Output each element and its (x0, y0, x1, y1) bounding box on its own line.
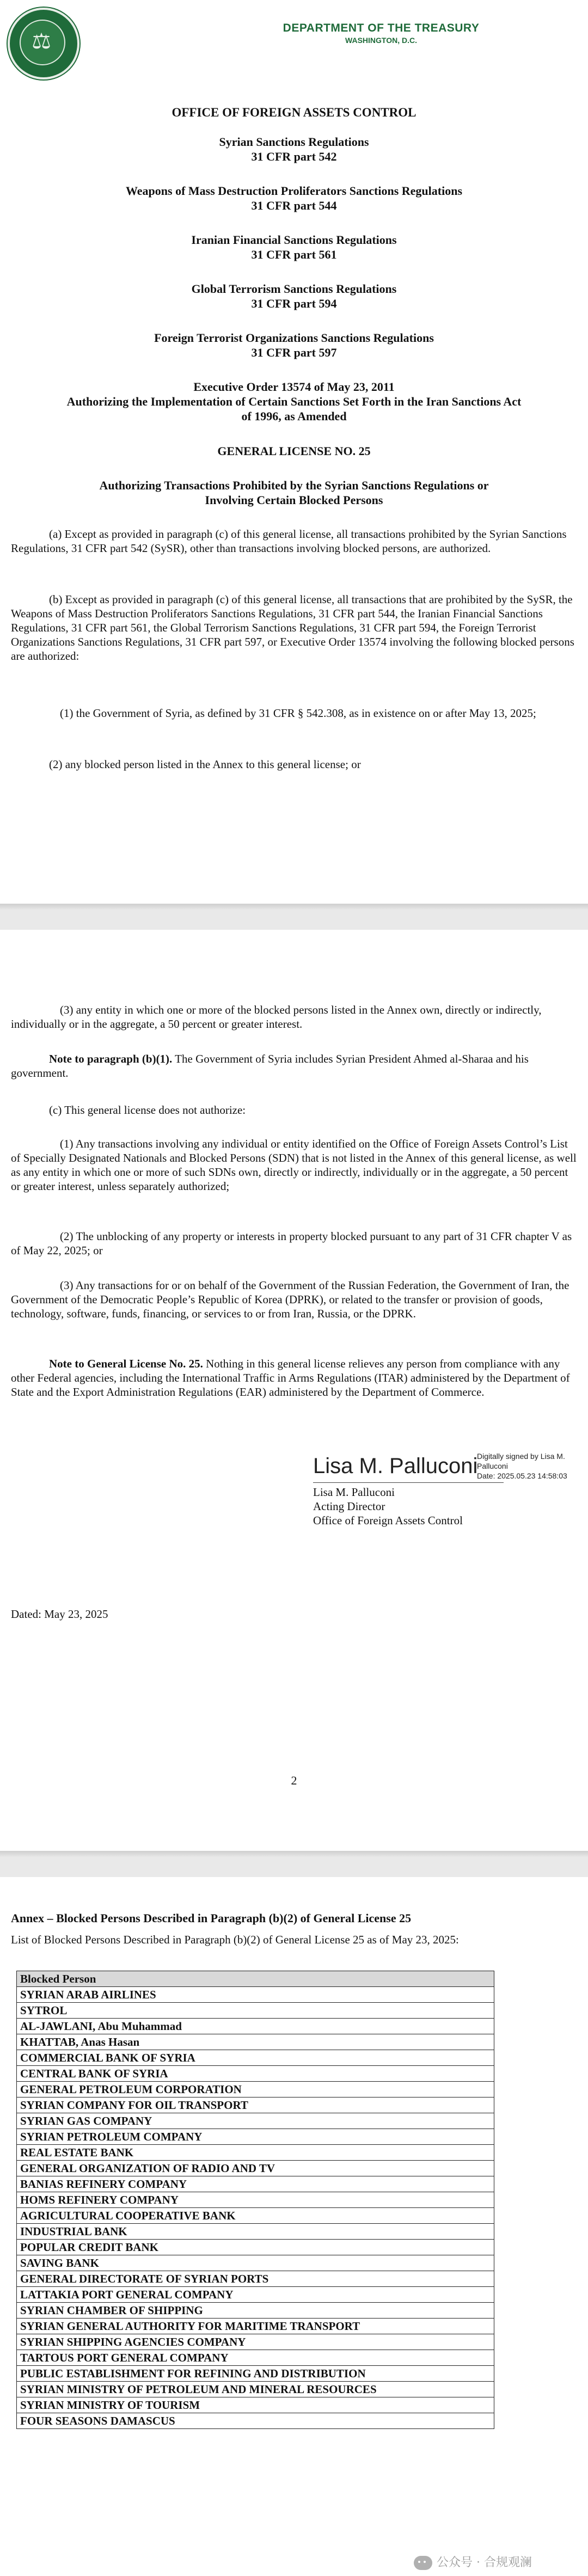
treasury-seal-logo (8, 8, 79, 79)
table-row (17, 2066, 494, 2082)
wechat-watermark: 公众号 · 合规观澜 (414, 2553, 532, 2570)
table-row (17, 2192, 494, 2208)
blocked-person-cell: SAVING BANK (17, 2255, 494, 2271)
document-page-1 (0, 0, 588, 904)
paragraph-c2: (2) The unblocking of any property or interests in property blocked pursuant to any part of 31 CFR chapter V as of May 22, 2025; or (11, 1230, 572, 1257)
regulation-block-2: Weapons of Mass Destruction Proliferators Sanctions Regulations 31 CFR part 544 (125, 184, 463, 212)
paragraph-a: (a) Except as provided in paragraph (c) of this general license, all transactions prohibited by the Syrian Sanctions Regulations, 31 CFR part 542 (SySR), other than transactions involving blocked persons, are authorized. (11, 528, 567, 555)
table-row (17, 2271, 494, 2287)
note-general-license: Note to General License No. 25. Nothing in this general license relieves any person from compliance with any other Federal agencies, including the International Traffic in Arms Regulations (ITAR) administered by the Department of State and the Export Administration Regulations (EAR) administered by the Department of Commerce. (11, 1357, 570, 1399)
regulation-block-3: Iranian Financial Sanctions Regulations 31 CFR part 561 (191, 233, 397, 261)
table-row (17, 2287, 494, 2303)
blocked-person-cell: SYRIAN GAS COMPANY (17, 2113, 494, 2129)
blocked-person-cell: TARTOUS PORT GENERAL COMPANY (17, 2350, 494, 2366)
blocked-person-cell: SYTROL (17, 2003, 494, 2019)
blocked-person-cell: SYRIAN GENERAL AUTHORITY FOR MARITIME TRANSPORT (17, 2319, 494, 2334)
table-row (17, 2050, 494, 2066)
blocked-person-cell: SYRIAN ARAB AIRLINES (17, 1987, 494, 2003)
key-scales-emblem-icon: ⚖ (32, 29, 51, 54)
blocked-person-cell: COMMERCIAL BANK OF SYRIA (17, 2050, 494, 2066)
blocked-person-cell: GENERAL PETROLEUM CORPORATION (17, 2082, 494, 2097)
column-header: Blocked Person (17, 1971, 494, 1987)
license-title: GENERAL LICENSE NO. 25 (217, 444, 371, 458)
blocked-persons-table (16, 1971, 494, 2429)
page-separator-2 (0, 1851, 588, 1877)
digital-signature-info: Digitally signed by Lisa M. Palluconi Date: 2025.05.23 14:58:03 (477, 1452, 567, 1480)
blocked-person-cell: INDUSTRIAL BANK (17, 2224, 494, 2240)
blocked-person-cell: PUBLIC ESTABLISHMENT FOR REFINING AND DISTRIBUTION (17, 2366, 494, 2382)
blocked-persons-list (17, 1987, 494, 2429)
table-row (17, 2303, 494, 2319)
blocked-person-cell: AGRICULTURAL COOPERATIVE BANK (17, 2208, 494, 2224)
table-row (17, 2413, 494, 2429)
department-city: WASHINGTON, D.C. (345, 36, 417, 45)
paragraph-b1: (1) the Government of Syria, as defined by 31 CFR § 542.308, as in existence on or after May 13, 2025; (60, 707, 536, 720)
regulation-block-1: Syrian Sanctions Regulations 31 CFR part 542 (219, 135, 369, 163)
page-number: 2 (291, 1774, 297, 1787)
table-row (17, 2034, 494, 2050)
table-row (17, 2334, 494, 2350)
annex-intro: List of Blocked Persons Described in Paragraph (b)(2) of General License 25 as of May 23, 2025: (11, 1933, 459, 1946)
blocked-person-cell: LATTAKIA PORT GENERAL COMPANY (17, 2287, 494, 2303)
wechat-logo-icon (414, 2556, 432, 2570)
blocked-person-cell: SYRIAN CHAMBER OF SHIPPING (17, 2303, 494, 2319)
letterhead (174, 22, 588, 45)
table-row (17, 2224, 494, 2240)
table-row (17, 2382, 494, 2397)
table-row (17, 2350, 494, 2366)
table-row (17, 2208, 494, 2224)
executive-order-block: Executive Order 13574 of May 23, 2011 Authorizing the Implementation of Certain Sanctions Set Forth in the Iran Sanctions Act of 1996, as Amended (66, 380, 522, 423)
paragraph-b3: (3) any entity in which one or more of the blocked persons listed in the Annex own, directly or indirectly, individually or in the aggregate, a 50 percent or greater interest. (11, 1003, 542, 1031)
regulation-block-5: Foreign Terrorist Organizations Sanctions Regulations 31 CFR part 597 (154, 331, 434, 359)
table-row (17, 2145, 494, 2161)
table-row (17, 2319, 494, 2334)
table-row (17, 2082, 494, 2097)
table-row (17, 2397, 494, 2413)
paragraph-c3: (3) Any transactions for or on behalf of the Government of the Russian Federation, the Government of Iran, the Government of the Democratic People’s Republic of Korea (DPRK), or related to the transfer or provision of goods, technology, software, funds, financing, or services to or from Iran, Russia, or the DPRK. (11, 1279, 569, 1320)
paragraph-c: (c) This general license does not authorize: (49, 1103, 246, 1117)
table-row (17, 2366, 494, 2382)
signer-block: Lisa M. Palluconi Acting Director Office of Foreign Assets Control (313, 1486, 463, 1527)
license-subtitle: Authorizing Transactions Prohibited by the Syrian Sanctions Regulations or Involving Certain Blocked Persons (99, 479, 489, 507)
office-heading: OFFICE OF FOREIGN ASSETS CONTROL (171, 106, 416, 119)
blocked-person-cell: BANIAS REFINERY COMPANY (17, 2176, 494, 2192)
table-header-row (17, 1971, 494, 1987)
dated-line: Dated: May 23, 2025 (11, 1608, 108, 1621)
blocked-person-cell: REAL ESTATE BANK (17, 2145, 494, 2161)
table-row (17, 2255, 494, 2271)
regulation-block-4: Global Terrorism Sanctions Regulations 31 CFR part 594 (191, 282, 397, 310)
blocked-person-cell: HOMS REFINERY COMPANY (17, 2192, 494, 2208)
signature: Lisa M. Palluconi (313, 1454, 478, 1478)
note-paragraph-b1: Note to paragraph (b)(1). The Government of Syria includes Syrian President Ahmed al-Sharaa and his government. (11, 1052, 529, 1080)
paragraph-b: (b) Except as provided in paragraph (c) of this general license, all transactions that are prohibited by the SySR, the Weapons of Mass Destruction Proliferators Sanctions Regulations, 31 CFR part 544, the Iranian Financial Sanctions Regulations, 31 CFR part 561, the Global Terrorism Sanctions Regulations, 31 CFR part 594, the Foreign Terrorist Organizations Sanctions Regulations, 31 CFR part 597, or Executive Order 13574 involving the following blocked persons are authorized: (11, 593, 574, 663)
table-row (17, 2129, 494, 2145)
blocked-person-cell: SYRIAN MINISTRY OF TOURISM (17, 2397, 494, 2413)
table-row (17, 1987, 494, 2003)
table-row (17, 2019, 494, 2034)
table-row (17, 2113, 494, 2129)
table-row (17, 2097, 494, 2113)
blocked-person-cell: SYRIAN SHIPPING AGENCIES COMPANY (17, 2334, 494, 2350)
blocked-person-cell: SYRIAN PETROLEUM COMPANY (17, 2129, 494, 2145)
table-row (17, 2176, 494, 2192)
blocked-person-cell: SYRIAN COMPANY FOR OIL TRANSPORT (17, 2097, 494, 2113)
blocked-person-cell: GENERAL DIRECTORATE OF SYRIAN PORTS (17, 2271, 494, 2287)
blocked-person-cell: AL-JAWLANI, Abu Muhammad (17, 2019, 494, 2034)
blocked-person-cell: CENTRAL BANK OF SYRIA (17, 2066, 494, 2082)
department-name: DEPARTMENT OF THE TREASURY (283, 22, 480, 34)
blocked-person-cell: SYRIAN MINISTRY OF PETROLEUM AND MINERAL RESOURCES (17, 2382, 494, 2397)
annex-title: Annex – Blocked Persons Described in Paragraph (b)(2) of General License 25 (11, 1911, 412, 1925)
table-row (17, 2161, 494, 2176)
paragraph-c1: (1) Any transactions involving any individual or entity identified on the Office of Foreign Assets Control’s List of Specially Designated Nationals and Blocked Persons (SDN) that is not listed in the Annex of this general license, as well as any entity in which one or more of such SDNs own, directly or indirectly, individually or in the aggregate, a 50 percent or greater interest, unless separately authorized; (11, 1137, 577, 1193)
blocked-person-cell: POPULAR CREDIT BANK (17, 2240, 494, 2255)
page-separator-1 (0, 904, 588, 930)
blocked-person-cell: GENERAL ORGANIZATION OF RADIO AND TV (17, 2161, 494, 2176)
table-row (17, 2240, 494, 2255)
paragraph-b2: (2) any blocked person listed in the Annex to this general license; or (49, 758, 361, 771)
signature-line (313, 1482, 504, 1483)
blocked-person-cell: FOUR SEASONS DAMASCUS (17, 2413, 494, 2429)
blocked-person-cell: KHATTAB, Anas Hasan (17, 2034, 494, 2050)
table-row (17, 2003, 494, 2019)
